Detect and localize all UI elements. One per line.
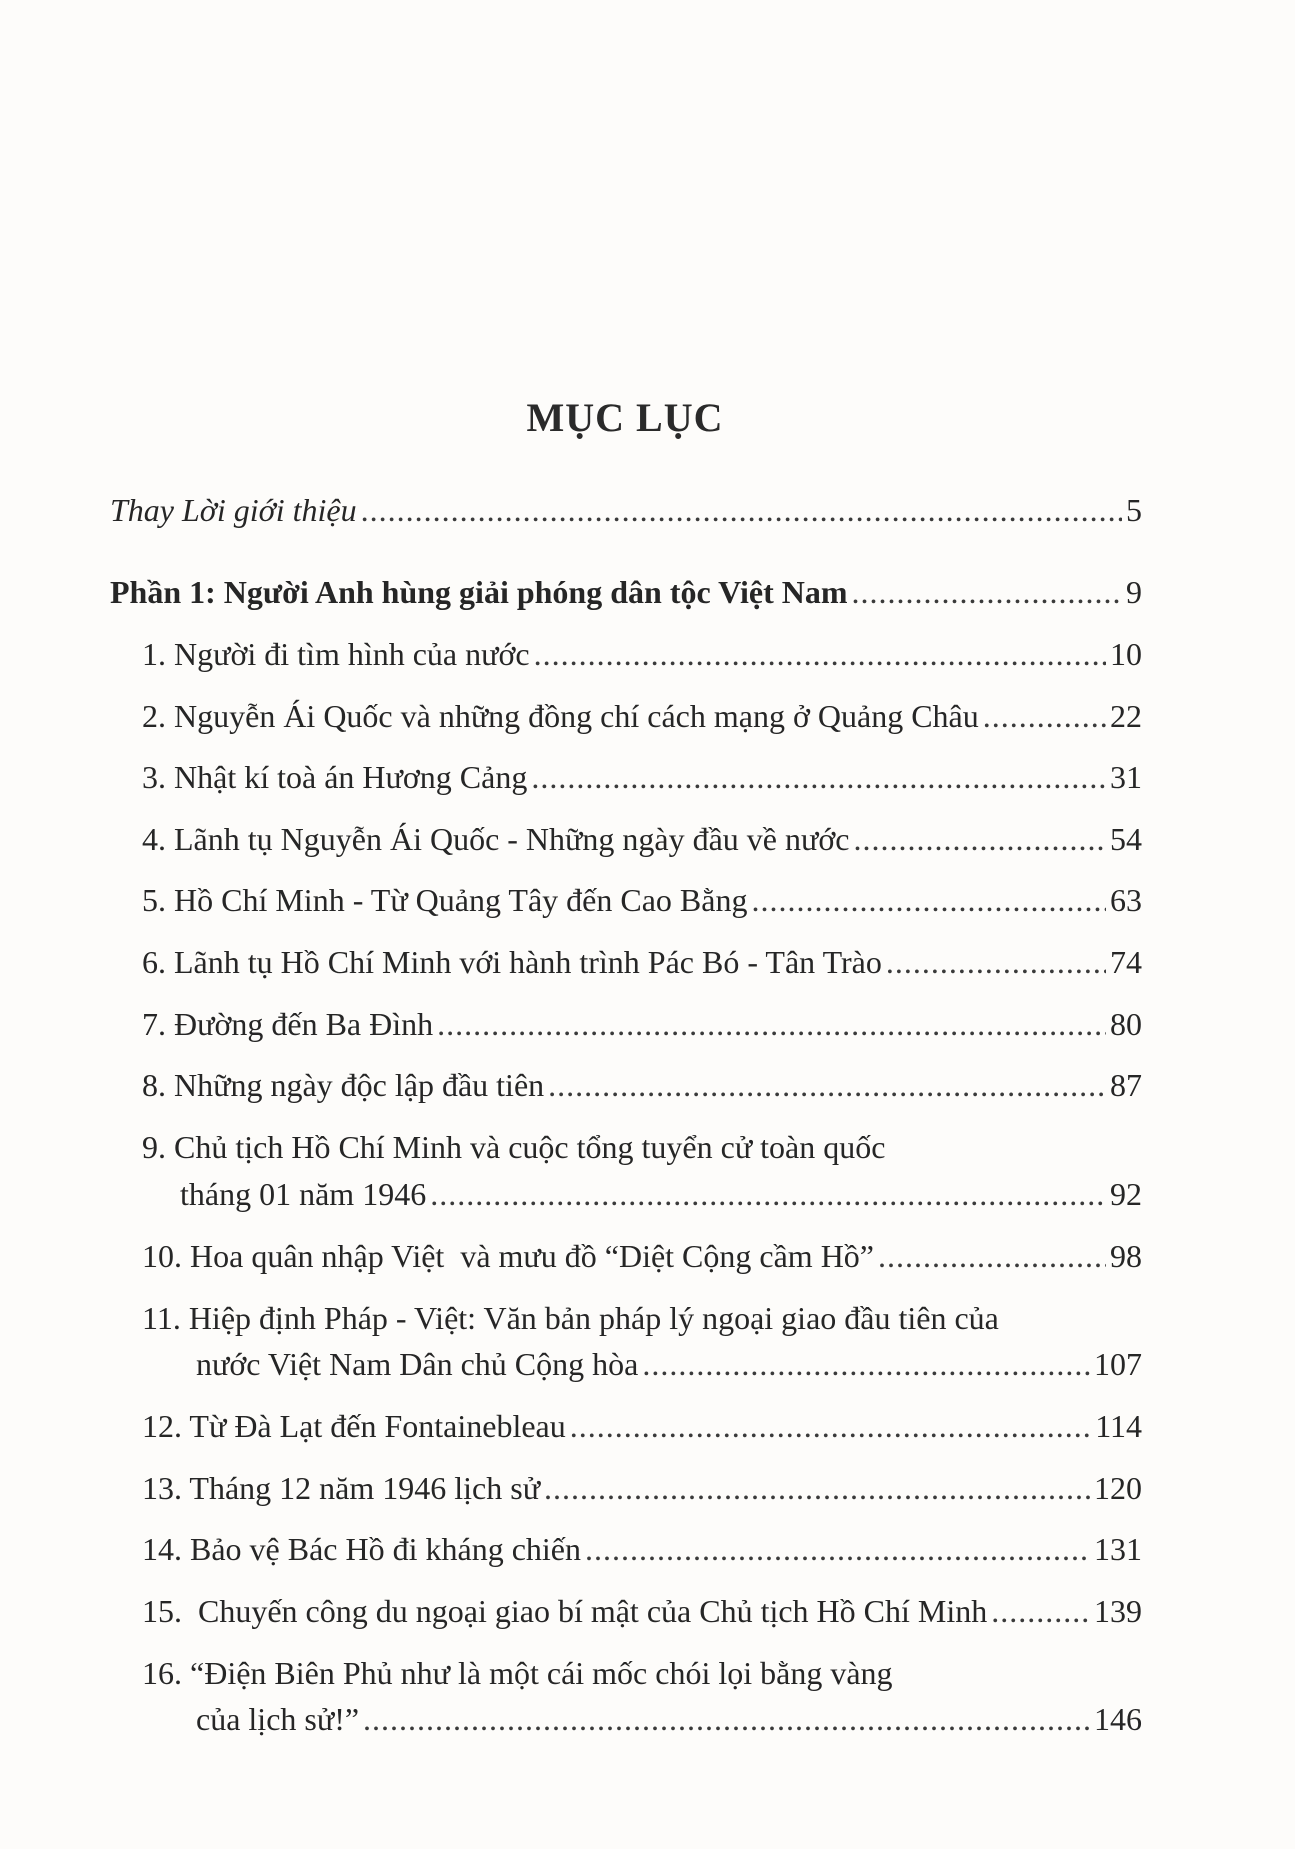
toc-entry-label-continued: của lịch sử!” xyxy=(196,1701,360,1737)
toc-part-label: Phần 1: Người Anh hùng giải phóng dân tộc Việt Nam xyxy=(110,574,848,610)
toc-entry-label: 8. Những ngày độc lập đầu tiên xyxy=(142,1067,545,1103)
toc-entry-16 xyxy=(196,1699,1142,1739)
dot-leader xyxy=(361,490,1122,530)
toc-entry-6 xyxy=(142,942,1142,982)
dot-leader xyxy=(570,1406,1091,1446)
dot-leader xyxy=(534,634,1106,674)
toc-entry-label: 5. Hồ Chí Minh - Từ Quảng Tây đến Cao Bằng xyxy=(142,882,748,918)
dot-leader xyxy=(991,1591,1090,1631)
dot-leader xyxy=(983,696,1106,736)
dot-leader xyxy=(544,1468,1090,1508)
toc-entry-label: 3. Nhật kí toà án Hương Cảng xyxy=(142,759,528,795)
toc-entry-intro xyxy=(110,490,1142,530)
toc-entry-5 xyxy=(142,880,1142,920)
toc-page-number: 87 xyxy=(1110,1067,1142,1103)
dot-leader xyxy=(430,1174,1106,1214)
toc-entry-label: 13. Tháng 12 năm 1946 lịch sử xyxy=(142,1470,541,1506)
toc-page-number: 80 xyxy=(1110,1006,1142,1042)
dot-leader xyxy=(852,572,1122,612)
toc-page-number: 74 xyxy=(1110,944,1142,980)
toc-page-number: 9 xyxy=(1126,574,1142,610)
toc-entry-label-continued: nước Việt Nam Dân chủ Cộng hòa xyxy=(196,1346,639,1382)
dot-leader xyxy=(548,1065,1106,1105)
page-title: MỤC LỤC xyxy=(526,395,724,440)
toc-entry-11 xyxy=(196,1344,1142,1384)
dot-leader xyxy=(886,942,1106,982)
toc-entry-9-line-1: 9. Chủ tịch Hồ Chí Minh và cuộc tổng tuyển cử toàn quốc xyxy=(142,1129,886,1165)
toc-entry-13 xyxy=(142,1468,1142,1508)
toc-entry-label: 1. Người đi tìm hình của nước xyxy=(142,636,530,672)
dot-leader xyxy=(853,819,1106,859)
toc-page-number: 54 xyxy=(1110,821,1142,857)
dot-leader xyxy=(751,880,1106,920)
toc-part-1 xyxy=(110,572,1142,612)
toc-page-number: 31 xyxy=(1110,759,1142,795)
dot-leader xyxy=(531,757,1106,797)
toc-entry-label: 7. Đường đến Ba Đình xyxy=(142,1006,434,1042)
toc-page-number: 107 xyxy=(1094,1346,1142,1382)
toc-entry-11-line-1: 11. Hiệp định Pháp - Việt: Văn bản pháp lý ngoại giao đầu tiên của xyxy=(142,1300,999,1336)
toc-page-number: 92 xyxy=(1110,1176,1142,1212)
toc-entry-label: 15. Chuyến công du ngoại giao bí mật của Chủ tịch Hồ Chí Minh xyxy=(142,1593,988,1629)
toc-page-number: 22 xyxy=(1110,698,1142,734)
toc-entry-1 xyxy=(142,634,1142,674)
toc-entry-label-continued: tháng 01 năm 1946 xyxy=(180,1176,427,1212)
toc-page-number: 146 xyxy=(1094,1701,1142,1737)
toc-page-number: 10 xyxy=(1110,636,1142,672)
toc-page-number: 131 xyxy=(1094,1531,1142,1567)
toc-entry-7 xyxy=(142,1004,1142,1044)
toc-entry-3 xyxy=(142,757,1142,797)
toc-entry-label: 2. Nguyễn Ái Quốc và những đồng chí cách mạng ở Quảng Châu xyxy=(142,698,979,734)
toc-page-number: 63 xyxy=(1110,882,1142,918)
toc-page-number: 98 xyxy=(1110,1238,1142,1274)
toc-entry-12 xyxy=(142,1406,1142,1446)
toc-entry-label: 6. Lãnh tụ Hồ Chí Minh với hành trình Pác Bó - Tân Trào xyxy=(142,944,882,980)
dot-leader xyxy=(437,1004,1106,1044)
dot-leader xyxy=(878,1236,1106,1276)
toc-entry-label: 12. Từ Đà Lạt đến Fontainebleau xyxy=(142,1408,566,1444)
toc-entry-2 xyxy=(142,696,1142,736)
toc-entry-label: 14. Bảo vệ Bác Hồ đi kháng chiến xyxy=(142,1531,581,1567)
toc-entry-8 xyxy=(142,1065,1142,1105)
toc-page-number: 5 xyxy=(1126,492,1142,528)
dot-leader xyxy=(585,1529,1090,1569)
toc-page-number: 120 xyxy=(1094,1470,1142,1506)
toc-entry-10 xyxy=(142,1236,1142,1276)
dot-leader xyxy=(642,1344,1090,1384)
toc-entry-9 xyxy=(180,1174,1142,1214)
toc-entry-label: Thay Lời giới thiệu xyxy=(110,492,357,528)
toc-entry-label: 10. Hoa quân nhập Việt và mưu đồ “Diệt Cộng cầm Hồ” xyxy=(142,1238,874,1274)
toc-entry-label: 4. Lãnh tụ Nguyễn Ái Quốc - Những ngày đầu về nước xyxy=(142,821,850,857)
toc-entry-4 xyxy=(142,819,1142,859)
toc-entry-14 xyxy=(142,1529,1142,1569)
toc-page-number: 114 xyxy=(1095,1408,1142,1444)
toc-page-number: 139 xyxy=(1094,1593,1142,1629)
toc-entry-15 xyxy=(142,1591,1142,1631)
toc-entry-16-line-1: 16. “Điện Biên Phủ như là một cái mốc chói lọi bằng vàng xyxy=(142,1655,893,1691)
dot-leader xyxy=(363,1699,1090,1739)
